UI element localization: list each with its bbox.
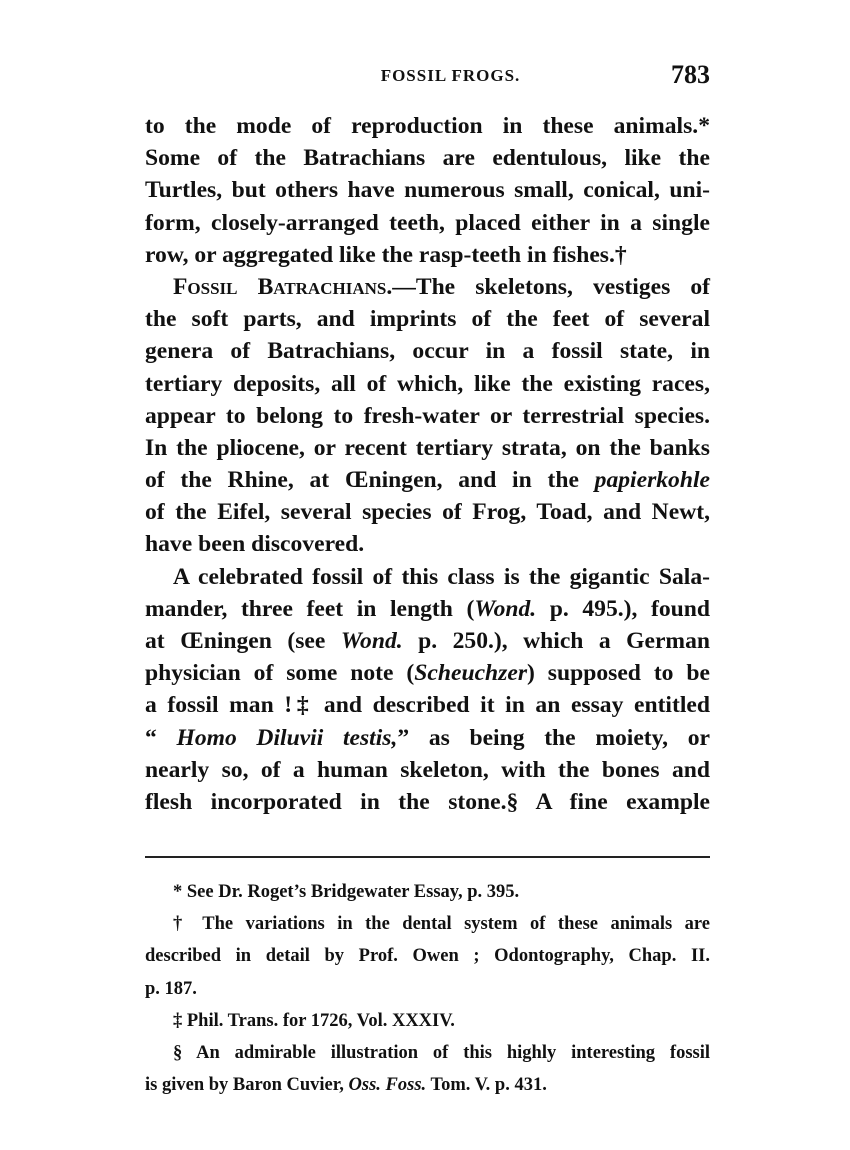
text-line [145,625,710,657]
italic-term: papierkohle [594,467,710,494]
section-heading: Fossil Batrachians. [173,273,393,300]
footnote-rule [145,856,710,858]
text-line: flesh incorporated in the stone.§ A fine example [145,788,710,815]
text-line: Some of the Batrachians are edentulous, like the [145,145,710,172]
text-line [145,271,710,303]
footnote-2-cont: described in detail by Prof. Owen ; Odontography, Chap. II. [145,946,710,967]
text-fragment: physician of some note ( [145,660,415,687]
text-line [145,722,710,754]
text-line [145,593,710,625]
text-line: appear to belong to fresh-water or terrestrial species. [145,402,710,429]
text-fragment: of the Rhine, at Œningen, and in the [145,467,595,494]
text-line: to the mode of reproduction in these animals.* [145,113,710,139]
text-line: tertiary deposits, all of which, like the existing races, [145,370,710,397]
text-fragment: at Œningen (see [145,628,341,654]
text-fragment: p. 250.), which a German [402,628,710,654]
text-line: have been discovered. [145,531,365,558]
text-fragment: —The skeletons, vestiges of [392,273,710,300]
footnote-2: † The variations in the dental system of these animals are [173,914,710,935]
text-fragment: mander, three feet in length ( [145,595,475,622]
text-fragment: p. 495.), found [536,595,710,622]
text-fragment: “ [145,724,177,751]
text-fragment: is given by Baron Cuvier, [145,1075,349,1096]
text-line: of the Eifel, several species of Frog, Toad, and Newt, [145,499,710,526]
text-line: genera of Batrachians, occur in a fossil state, in [145,338,710,365]
page-number: 783 [671,60,710,89]
text-fragment: Tom. V. p. 431. [426,1075,547,1096]
footnote-4-cont [145,1073,710,1105]
footnote-2-cont: p. 187. [145,978,197,999]
text-line: row, or aggregated like the rasp-teeth in fishes.† [145,241,627,268]
text-fragment: ) supposed to be [527,660,710,687]
italic-term: Homo Diluvii testis, [176,724,398,751]
italic-term: Scheuchzer [414,660,528,687]
text-line [145,464,710,496]
footnote-3: ‡ Phil. Trans. for 1726, Vol. XXXIV. [173,1010,455,1031]
text-line: In the pliocene, or recent tertiary strata, on the banks [145,434,710,461]
body-text [145,110,710,818]
footnote-1: * See Dr. Roget’s Bridgewater Essay, p. 395. [173,882,520,902]
italic-term: Wond. [474,595,537,622]
text-line: form, closely-arranged teeth, placed either in a single [145,209,710,236]
italic-term: Oss. Foss. [348,1075,427,1096]
text-line: a fossil man !‡ and described it in an essay entitled [145,692,710,719]
text-line: the soft parts, and imprints of the feet of several [145,306,710,333]
text-line [145,657,710,689]
text-fragment: ” as being the moiety, or [397,724,710,751]
running-title: FOSSIL FROGS. [380,66,521,85]
text-line: A celebrated fossil of this class is the gigantic Sala- [173,563,710,590]
text-line: Turtles, but others have numerous small, conical, uni- [145,177,710,204]
footnote-4: § An admirable illustration of this highly interesting fossil [173,1042,710,1063]
italic-term: Wond. [340,628,403,654]
footnotes [145,880,710,1105]
running-head [145,60,710,90]
text-line: nearly so, of a human skeleton, with the bones and [145,756,710,783]
